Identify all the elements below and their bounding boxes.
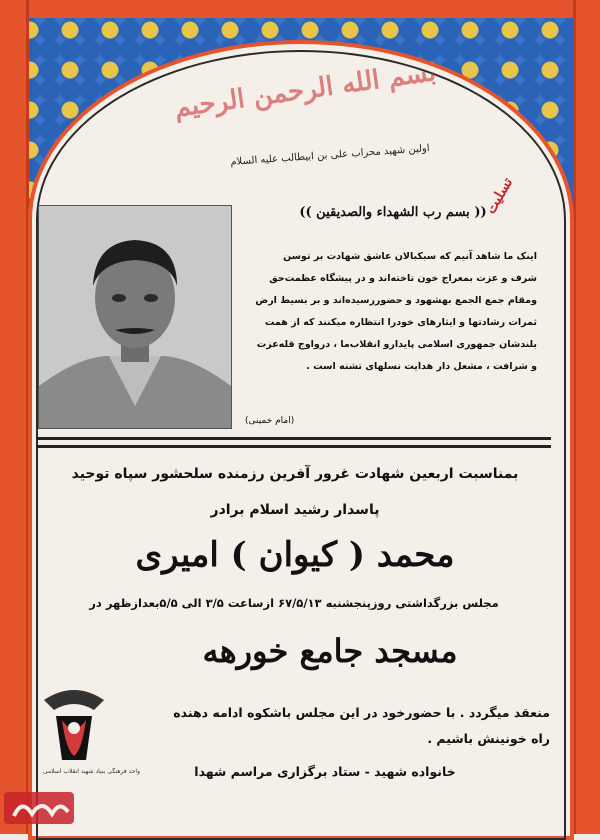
signature-line: خانواده شهید - ستاد برگزاری مراسم شهدا [194, 764, 456, 779]
closing-line: منعقد میگردد . با حضورخود در این مجلس باشکوه ادامه دهنده [173, 705, 550, 720]
event-details: مجلس بزرگداشتی روزپنجشنبه ۶۷/۵/۱۳ ازساعت ۳/۵ الی ۵/۵بعدازظهر در [89, 596, 499, 610]
martyr-portrait [38, 205, 232, 429]
invocation: (( بسم رب الشهداء والصدیقین )) [299, 205, 487, 220]
logo-caption: واحد فرهنگی بنیاد شهید انقلاب اسلامی [42, 768, 140, 775]
martyr-name: محمد ( کیوان ) امیری [135, 535, 455, 575]
divider [36, 437, 551, 440]
occasion-line: بمناسبت اربعین شهادت غرور آفرین رزمنده سلحشور سپاه توحید [71, 466, 519, 482]
site-watermark-icon [2, 786, 82, 830]
divider-rules [36, 437, 551, 453]
closing-text [120, 700, 550, 752]
portrait-illustration [39, 206, 231, 428]
frame-left [0, 0, 29, 834]
frame-top [0, 0, 600, 18]
foundation-logo-icon [34, 680, 114, 780]
divider [36, 445, 551, 448]
intro-line: ثمرات رشادتها و ایثارهای خودرا انتظاره میکنند که از همت [264, 317, 537, 328]
intro-line: و شرافت ، مشعل دار هدایت نسلهای تشنه است . [306, 361, 537, 372]
frame-right [573, 0, 600, 834]
intro-line: ومقام جمع الجمع بهشهود و حضوررسیده‌اند و بر بسیط ارض [255, 295, 537, 306]
intro-line: بلندشان جمهوری اسلامی پایدارو انقلاب‌ما ، درواوج قله‌عزت [256, 339, 537, 350]
header-side-word: تسلیت [482, 175, 517, 217]
venue-name: مسجد جامع خورهه [202, 632, 458, 670]
header-subtitle: اولین شهید محراب علی بن ابیطالب علیه السلام [230, 143, 430, 168]
intro-line: اینک ما شاهد آنیم که سبکبالان عاشق شهادت بر توسن [283, 251, 537, 262]
citation: (امام خمینی) [245, 416, 295, 426]
calligraphy-heading: بسم الله الرحمن الرحیم [172, 57, 438, 124]
rank-line: پاسدار رشید اسلام برادر [210, 502, 380, 518]
intro-paragraph [245, 246, 537, 378]
closing-line: راه خونینش باشیم . [427, 731, 550, 746]
intro-line: شرف و عزت بمعراج خون تاخته‌اند و در پیشگاه عظمت‌حق [269, 273, 537, 284]
